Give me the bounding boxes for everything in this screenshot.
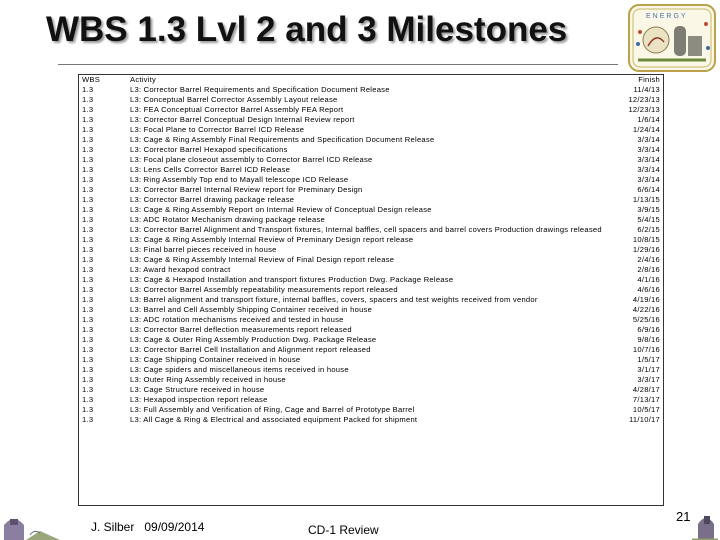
table-row [82, 165, 662, 175]
wbs-cell: 1.3 [82, 265, 94, 274]
finish-cell: 3/3/17 [637, 375, 660, 384]
finish-cell: 4/19/16 [632, 295, 660, 304]
slide-title: WBS 1.3 Lvl 2 and 3 Milestones [46, 10, 568, 49]
table-row [82, 315, 662, 325]
finish-cell: 12/23/13 [628, 105, 660, 114]
milestones-table [82, 75, 662, 425]
table-row [82, 355, 662, 365]
wbs-cell: 1.3 [82, 415, 94, 424]
finish-cell: 4/1/16 [637, 275, 660, 284]
activity-cell: L3: Lens Cells Corrector Barrel ICD Release [130, 165, 291, 174]
wbs-cell: 1.3 [82, 125, 94, 134]
activity-cell: L3: Corrector Barrel Conceptual Design Internal Review report [130, 115, 355, 124]
wbs-cell: 1.3 [82, 345, 94, 354]
table-row [82, 175, 662, 185]
finish-cell: 3/9/15 [637, 205, 660, 214]
wbs-cell: 1.3 [82, 255, 94, 264]
title-divider [58, 64, 618, 65]
table-row [82, 115, 662, 125]
header-wbs: WBS [82, 75, 101, 84]
finish-cell: 3/1/17 [637, 365, 660, 374]
table-row [82, 145, 662, 155]
wbs-cell: 1.3 [82, 405, 94, 414]
finish-cell: 3/3/14 [637, 145, 660, 154]
activity-cell: L3: Barrel and Cell Assembly Shipping Container received in house [130, 305, 373, 314]
project-logo [626, 2, 718, 74]
finish-cell: 6/2/15 [637, 225, 660, 234]
table-row [82, 215, 662, 225]
wbs-cell: 1.3 [82, 215, 94, 224]
wbs-cell: 1.3 [82, 375, 94, 384]
wbs-cell: 1.3 [82, 85, 94, 94]
activity-cell: L3: Focal plane closeout assembly to Corrector Barrel ICD Release [130, 155, 373, 164]
activity-cell: L3: FEA Conceptual Corrector Barrel Assembly FEA Report [130, 105, 344, 114]
activity-cell: L3: Corrector Barrel Hexapod specifications [130, 145, 288, 154]
finish-cell: 11/4/13 [633, 85, 660, 94]
activity-cell: L3: ADC Rotator Mechanism drawing package release [130, 215, 326, 224]
table-row [82, 305, 662, 315]
table-row [82, 265, 662, 275]
finish-cell: 2/4/16 [637, 255, 660, 264]
table-row [82, 95, 662, 105]
activity-cell: L3: Award hexapod contract [130, 265, 231, 274]
table-row [82, 395, 662, 405]
finish-cell: 5/4/15 [637, 215, 660, 224]
table-row [82, 245, 662, 255]
finish-cell: 3/3/14 [637, 165, 660, 174]
finish-cell: 10/8/15 [632, 235, 660, 244]
activity-cell: L3: Conceptual Barrel Corrector Assembly Layout release [130, 95, 338, 104]
telescope-icon [0, 505, 70, 540]
wbs-cell: 1.3 [82, 325, 94, 334]
wbs-cell: 1.3 [82, 275, 94, 284]
table-row [82, 285, 662, 295]
finish-cell: 1/13/15 [632, 195, 660, 204]
table-row [82, 205, 662, 215]
finish-cell: 4/28/17 [632, 385, 660, 394]
wbs-cell: 1.3 [82, 315, 94, 324]
table-row [82, 345, 662, 355]
activity-cell: L3: Cage & Ring Assembly Report on Internal Review of Conceptual Design release [130, 205, 432, 214]
activity-cell: L3: Ring Assembly Top end to Mayall telescope ICD Release [130, 175, 349, 184]
table-row [82, 335, 662, 345]
wbs-cell: 1.3 [82, 165, 94, 174]
table-row [82, 155, 662, 165]
finish-cell: 1/24/14 [632, 125, 660, 134]
wbs-cell: 1.3 [82, 95, 94, 104]
activity-cell: L3: Cage spiders and miscellaneous items received in house [130, 365, 349, 374]
table-row [82, 255, 662, 265]
wbs-cell: 1.3 [82, 355, 94, 364]
wbs-cell: 1.3 [82, 245, 94, 254]
table-row [82, 85, 662, 95]
page-number: 21 [676, 509, 691, 524]
table-row [82, 125, 662, 135]
wbs-cell: 1.3 [82, 335, 94, 344]
table-row [82, 325, 662, 335]
table-row [82, 405, 662, 415]
milestones-table-body [82, 85, 662, 425]
activity-cell: L3: Corrector Barrel Alignment and Transport fixtures, Internal baffles, cell spacers and barrel covers Production drawings released [130, 225, 602, 234]
finish-cell: 1/5/17 [637, 355, 660, 364]
wbs-cell: 1.3 [82, 135, 94, 144]
wbs-cell: 1.3 [82, 385, 94, 394]
header-finish: Finish [638, 75, 660, 84]
activity-cell: L3: All Cage & Ring & Electrical and associated equipment Packed for shipment [130, 415, 418, 424]
table-header-row [82, 75, 662, 85]
activity-cell: L3: Corrector Barrel deflection measurements report released [130, 325, 352, 334]
activity-cell: L3: Cage & Hexapod Installation and transport fixtures Production Dwg. Package Release [130, 275, 454, 284]
table-row [82, 185, 662, 195]
finish-cell: 4/22/16 [632, 305, 660, 314]
activity-cell: L3: Cage & Ring Assembly Internal Review of Preminary Design report release [130, 235, 414, 244]
table-row [82, 225, 662, 235]
finish-cell: 12/23/13 [628, 95, 660, 104]
activity-cell: L3: Corrector Barrel Requirements and Specification Document Release [130, 85, 390, 94]
activity-cell: L3: Cage & Outer Ring Assembly Production Dwg. Package Release [130, 335, 377, 344]
observatory-icon [690, 500, 720, 540]
wbs-cell: 1.3 [82, 195, 94, 204]
wbs-cell: 1.3 [82, 285, 94, 294]
activity-cell: L3: Corrector Barrel Cell Installation and Alignment report released [130, 345, 371, 354]
wbs-cell: 1.3 [82, 305, 94, 314]
finish-cell: 4/6/16 [637, 285, 660, 294]
svg-text:ENERGY: ENERGY [646, 13, 688, 20]
table-row [82, 295, 662, 305]
table-row [82, 105, 662, 115]
finish-cell: 9/8/16 [637, 335, 660, 344]
finish-cell: 7/13/17 [632, 395, 660, 404]
activity-cell: L3: Outer Ring Assembly received in house [130, 375, 286, 384]
finish-cell: 2/8/16 [637, 265, 660, 274]
finish-cell: 10/7/16 [632, 345, 660, 354]
table-row [82, 275, 662, 285]
finish-cell: 5/25/16 [632, 315, 660, 324]
wbs-cell: 1.3 [82, 395, 94, 404]
activity-cell: L3: Corrector Barrel Assembly repeatability measurements report released [130, 285, 398, 294]
wbs-cell: 1.3 [82, 295, 94, 304]
footer-author-date [91, 520, 204, 534]
activity-cell: L3: Cage & Ring Assembly Internal Review of Final Design report release [130, 255, 395, 264]
finish-cell: 3/3/14 [637, 135, 660, 144]
finish-cell: 10/5/17 [632, 405, 660, 414]
footer-date: 09/09/2014 [144, 520, 205, 534]
activity-cell: L3: Corrector Barrel drawing package release [130, 195, 295, 204]
activity-cell: L3: Cage & Ring Assembly Final Requirements and Specification Document Release [130, 135, 435, 144]
finish-cell: 11/10/17 [629, 415, 660, 424]
activity-cell: L3: Barrel alignment and transport fixture, internal baffles, covers, spacers and test weights received from vendor [130, 295, 538, 304]
table-row [82, 375, 662, 385]
table-row [82, 195, 662, 205]
finish-cell: 6/9/16 [637, 325, 660, 334]
wbs-cell: 1.3 [82, 205, 94, 214]
wbs-cell: 1.3 [82, 365, 94, 374]
activity-cell: L3: Focal Plane to Corrector Barrel ICD Release [130, 125, 305, 134]
activity-cell: L3: ADC rotation mechanisms received and tested in house [130, 315, 344, 324]
finish-cell: 1/6/14 [637, 115, 660, 124]
activity-cell: L3: Hexapod inspection report release [130, 395, 268, 404]
activity-cell: L3: Cage Structure received in house [130, 385, 265, 394]
header-activity: Activity [130, 75, 157, 84]
table-row [82, 365, 662, 375]
wbs-cell: 1.3 [82, 175, 94, 184]
finish-cell: 3/3/14 [637, 155, 660, 164]
activity-cell: L3: Full Assembly and Verification of Ring, Cage and Barrel of Prototype Barrel [130, 405, 415, 414]
wbs-cell: 1.3 [82, 155, 94, 164]
wbs-cell: 1.3 [82, 115, 94, 124]
wbs-cell: 1.3 [82, 225, 94, 234]
wbs-cell: 1.3 [82, 145, 94, 154]
table-row [82, 385, 662, 395]
footer-event: CD-1 Review [308, 523, 379, 537]
finish-cell: 3/3/14 [637, 175, 660, 184]
wbs-cell: 1.3 [82, 185, 94, 194]
finish-cell: 6/6/14 [637, 185, 660, 194]
table-row [82, 135, 662, 145]
wbs-cell: 1.3 [82, 235, 94, 244]
finish-cell: 1/29/16 [632, 245, 660, 254]
table-row [82, 235, 662, 245]
wbs-cell: 1.3 [82, 105, 94, 114]
table-row [82, 415, 662, 425]
activity-cell: L3: Final barrel pieces received in house [130, 245, 277, 254]
activity-cell: L3: Cage Shipping Container received in house [130, 355, 301, 364]
activity-cell: L3: Corrector Barrel Internal Review report for Preminary Design [130, 185, 363, 194]
footer-author: J. Silber [91, 520, 135, 534]
